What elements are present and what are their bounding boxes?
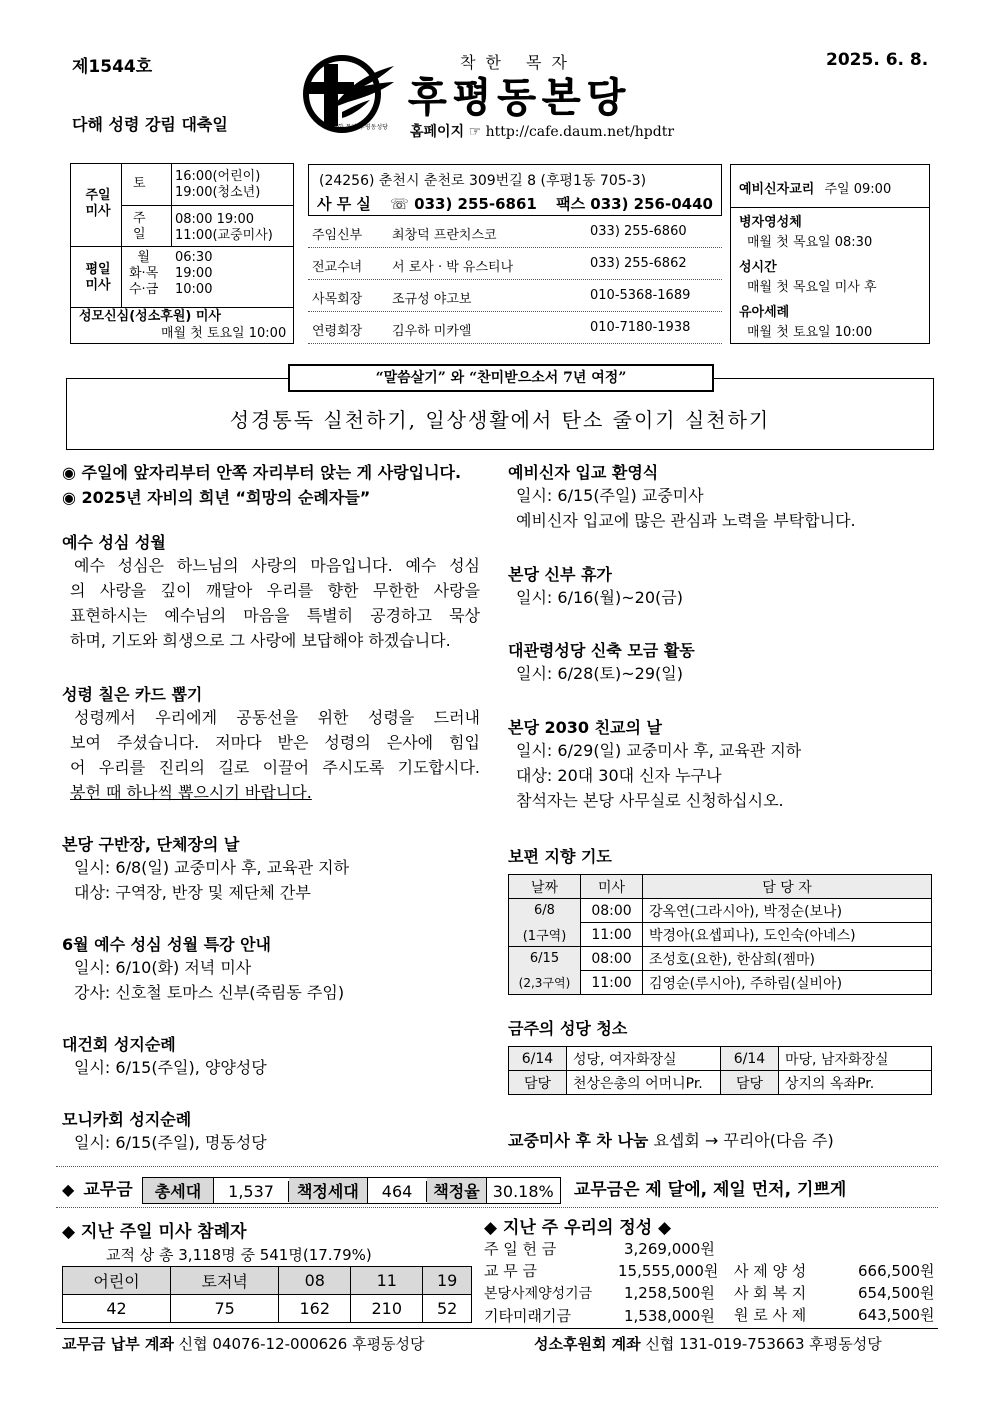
masthead-title: 후평동본당: [408, 74, 632, 121]
offering-title: ◆ 지난 주 우리의 정성 ◆: [484, 1218, 672, 1238]
pointing-hand-icon: ☞: [468, 124, 482, 140]
prayer-header: 날짜: [509, 875, 581, 899]
cross-dove-logo-icon: [302, 52, 398, 138]
prayer-mass: 08:00: [581, 899, 643, 923]
contact-row: [308, 216, 722, 248]
assessment-rate-label: 책정율: [427, 1178, 486, 1203]
attendance-value: 52: [423, 1295, 472, 1323]
cleaning-cell: 담당: [509, 1071, 567, 1095]
contact-name: 조규성 야고보: [392, 292, 472, 307]
fundraising-line: 일시: 6/28(토)~29(일): [516, 664, 683, 683]
fundraising-title: 대관령성당 신축 모금 활동: [508, 641, 695, 660]
vocation-account-label: 성소후원회 계좌: [534, 1335, 641, 1353]
theme-banner-text: 성경통독 실천하기, 일상생활에서 탄소 줄이기 실천하기: [229, 408, 771, 432]
feast-name: 다해 성령 강림 대축일: [72, 115, 228, 134]
contact-phone: 033) 255-6860: [590, 224, 687, 239]
assessed-households: 464: [368, 1181, 428, 1202]
body-line: 성령께서 우리에게 공동선을 위한 성령을 드러내: [74, 708, 480, 727]
contact-box: [308, 164, 722, 344]
pilgrimage-1-title: 대건회 성지순례: [62, 1035, 176, 1054]
contact-phone: 033) 255-6862: [590, 256, 687, 271]
attendance-value: 42: [63, 1295, 171, 1323]
prayer-title: 보편 지향 기도: [508, 847, 612, 866]
offering-label: 주 일 헌 금: [484, 1240, 557, 1258]
card-event-body: [70, 705, 480, 805]
prayer-date: 6/15: [509, 947, 581, 971]
leaders-day-line-2: 대상: 구역장, 반장 및 제단체 간부: [74, 883, 311, 902]
table-row: [509, 899, 932, 923]
infant-baptism-title: 유아세례: [739, 305, 790, 320]
vacation-line: 일시: 6/16(월)~20(금): [516, 588, 683, 607]
attendance-header: 11: [351, 1267, 423, 1295]
issue-number: 제1544호: [72, 57, 153, 77]
youth-day-line-3: 참석자는 본당 사무실로 신청하십시오.: [516, 791, 784, 810]
cleaning-cell: 천상은총의 어머니Pr.: [567, 1071, 721, 1095]
tea-sharing-text: 요셉회 → 꾸리아(다음 주): [653, 1131, 834, 1150]
prayer-date: (1구역): [509, 923, 581, 947]
lecture-title: 6월 예수 성심 성월 특강 안내: [62, 935, 272, 954]
attendance-summary: 교적 상 총 3,118명 중 541명(17.79%): [106, 1246, 372, 1264]
prayer-people: 강옥연(그라시아), 박정순(보나): [643, 899, 932, 923]
attendance-value: 210: [351, 1295, 423, 1323]
attendance-header: 19: [423, 1267, 472, 1295]
infant-baptism-time: 매월 첫 토요일 10:00: [747, 325, 873, 340]
tea-sharing-title: 교중미사 후 차 나눔: [508, 1131, 649, 1150]
contact-phone: 010-5368-1689: [590, 288, 691, 303]
dues-account-number: 신협 04076-12-000626 후평동성당: [178, 1335, 425, 1353]
attendance-value: 162: [279, 1295, 351, 1323]
logo-caption: 착한 목자 후평동성당: [332, 124, 388, 131]
saturday-label: 토: [133, 176, 146, 191]
body-line: 하며, 기도와 희생으로 그 사랑에 보답해야 하겠습니다.: [70, 631, 451, 650]
contact-role: 연령회장: [312, 324, 363, 339]
offering-label: 기타미래기금: [484, 1307, 571, 1325]
total-households-label: 총세대: [143, 1178, 214, 1203]
vacation-title: 본당 신부 휴가: [508, 565, 612, 584]
mass-times-table: [70, 163, 294, 344]
card-event-title: 성령 칠은 카드 뽑기: [62, 685, 203, 704]
table-row: [63, 1295, 472, 1323]
body-line: 보여 주셨습니다. 저마다 받은 성령의 은사에 힘입: [70, 733, 480, 752]
sunday-times: 08:00 19:00 11:00(교중미사): [175, 212, 273, 243]
body-line: 어 우리를 진리의 길로 이끌어 주시도록 기도합시다.: [70, 758, 480, 777]
sacrament-schedule: [730, 164, 930, 344]
offering-amount: 643,500원: [858, 1306, 935, 1324]
contact-row: [308, 312, 722, 344]
assessment-rate: 30.18%: [492, 1182, 554, 1201]
pilgrimage-2-line: 일시: 6/15(주일), 명동성당: [74, 1133, 267, 1152]
holy-hour-time: 매월 첫 목요일 미사 후: [747, 280, 877, 295]
homepage-link[interactable]: http://cafe.daum.net/hpdtr: [485, 124, 675, 140]
attendance-header: 08: [279, 1267, 351, 1295]
body-line: 예수 성심은 하느님의 사랑의 마음입니다. 예수 성심: [74, 556, 480, 575]
notice-bullet-1: ◉ 주일에 앞자리부터 안쪽 자리부터 앉는 게 사랑입니다.: [62, 463, 462, 482]
welcome-title: 예비신자 입교 환영식: [508, 463, 659, 482]
phone-icon: ☏: [390, 195, 409, 213]
table-row: [509, 947, 932, 971]
lecture-line-2: 강사: 신호철 토마스 신부(죽림동 주임): [74, 983, 345, 1002]
attendance-title: ◆ 지난 주일 미사 참례자: [62, 1222, 247, 1242]
holy-hour-title: 성시간: [739, 260, 777, 275]
dues-slogan: 교무금은 제 달에, 제일 먼저, 기쁘게: [573, 1180, 847, 1200]
homepage-label: 홈페이지: [410, 124, 465, 140]
cleaning-cell: 6/14: [721, 1047, 779, 1071]
cleaning-cell: 마당, 남자화장실: [779, 1047, 932, 1071]
contact-name: 김우하 미카엘: [392, 324, 472, 339]
offering-amount: 1,258,500원: [624, 1284, 715, 1302]
pilgrimage-1-line: 일시: 6/15(주일), 양양성당: [74, 1058, 267, 1077]
total-households: 1,537: [214, 1181, 289, 1202]
cleaning-table: [508, 1046, 932, 1095]
fax-number: 033) 256-0440: [590, 195, 713, 213]
holy-heart-mass-label: 성모신심(성소후원) 미사: [79, 309, 221, 324]
offering-label: 교 무 금: [484, 1262, 538, 1280]
offering-label: 사 회 복 지: [734, 1284, 807, 1302]
attendance-value: 75: [171, 1295, 279, 1323]
tea-sharing: [508, 1128, 834, 1151]
diamond-icon: ◆: [62, 1180, 75, 1199]
offering-label: 원 로 사 제: [734, 1306, 807, 1324]
offering-amount: 15,555,000원: [618, 1262, 719, 1280]
cleaning-cell: 6/14: [509, 1047, 567, 1071]
weekday-times: 06:30 19:00 10:00: [175, 250, 213, 297]
sick-communion-title: 병자영성체: [739, 215, 802, 230]
sunday-mass-label: 주일 미사: [85, 188, 111, 219]
prayer-date: 6/8: [509, 899, 581, 923]
dues-label: 교무금: [83, 1180, 133, 1200]
offering-amount: 654,500원: [858, 1284, 935, 1302]
notice-bullet-2: ◉ 2025년 자비의 희년 “희망의 순례자들”: [62, 488, 371, 507]
cleaning-cell: 성당, 여자화장실: [567, 1047, 721, 1071]
sick-communion-time: 매월 첫 목요일 08:30: [747, 235, 873, 250]
prayer-date: (2,3구역): [509, 971, 581, 995]
body-line: 의 사랑을 깊이 깨달아 우리를 향한 무한한 사랑을: [70, 581, 480, 600]
address: (24256) 춘천시 춘천로 309번길 8 (후평1동 705-3): [319, 173, 647, 189]
attendance-table: [62, 1266, 472, 1323]
catechumen-label: 예비신자교리: [739, 182, 815, 197]
offering-list-left: [484, 1238, 718, 1327]
contact-name: 서 로사 · 박 유스티나: [392, 260, 514, 275]
youth-day-line-1: 일시: 6/29(일) 교중미사 후, 교육관 지하: [516, 741, 802, 760]
sacred-heart-title: 예수 성심 성월: [62, 533, 166, 552]
contact-phone: 010-7180-1938: [590, 320, 691, 335]
masthead-subtitle: 착한 목자: [460, 53, 577, 72]
offering-amount: 3,269,000원: [624, 1240, 715, 1258]
cleaning-cell: 담당: [721, 1071, 779, 1095]
offering-list-right: [734, 1260, 935, 1326]
weekday-days: 월 화·목 수·금: [129, 250, 159, 297]
theme-banner-tab: “말씀살기” 와 “찬미받으소서 7년 여정”: [288, 364, 714, 392]
offering-label: 사 제 양 성: [734, 1262, 807, 1280]
youth-day-line-2: 대상: 20대 30대 신자 누구나: [516, 766, 722, 785]
welcome-line-1: 일시: 6/15(주일) 교중미사: [516, 486, 704, 505]
body-line: 표현하시는 예수님의 마음을 특별히 공경하고 묵상: [70, 606, 480, 625]
assessed-households-label: 책정세대: [289, 1178, 368, 1203]
vocation-account: [534, 1333, 882, 1354]
prayer-mass: 08:00: [581, 947, 643, 971]
contact-row: [308, 280, 722, 312]
holy-heart-mass-time: 매월 첫 토요일 10:00: [161, 326, 287, 341]
lecture-line-1: 일시: 6/10(화) 저녁 미사: [74, 958, 252, 977]
sunday-label: 주 일: [133, 211, 146, 242]
prayer-mass: 11:00: [581, 971, 643, 995]
contact-name: 최창덕 프란치스코: [392, 228, 497, 243]
prayer-header: 담 당 자: [643, 875, 932, 899]
prayer-mass: 11:00: [581, 923, 643, 947]
cleaning-cell: 상지의 옥좌Pr.: [779, 1071, 932, 1095]
attendance-header: 어린이: [63, 1267, 171, 1295]
prayer-people: 조성호(요한), 한삼희(젬마): [643, 947, 932, 971]
welcome-line-2: 예비신자 입교에 많은 관심과 노력을 부탁합니다.: [516, 511, 856, 530]
youth-day-title: 본당 2030 친교의 날: [508, 718, 662, 737]
homepage-line: [410, 121, 674, 141]
fax-label: 팩스: [556, 195, 586, 213]
cleaning-title: 금주의 성당 청소: [508, 1019, 628, 1038]
offering-amount: 1,538,000원: [624, 1307, 715, 1325]
dues-stats: [142, 1177, 561, 1204]
catechumen-time: 주일 09:00: [824, 182, 892, 197]
leaders-day-title: 본당 구반장, 단체장의 날: [62, 835, 240, 854]
contact-role: 주임신부: [312, 228, 363, 243]
sacred-heart-body: [70, 553, 480, 653]
dues-account-label: 교무금 납부 계좌: [62, 1335, 174, 1353]
dues-account: [62, 1333, 425, 1354]
leaders-day-line-1: 일시: 6/8(일) 교중미사 후, 교육관 지하: [74, 858, 350, 877]
office-info: [308, 164, 722, 216]
dues-row: [62, 1175, 846, 1201]
prayer-table: [508, 874, 932, 995]
prayer-header: 미사: [581, 875, 643, 899]
office-phone: 033) 255-6861: [414, 195, 537, 213]
prayer-people: 박경아(요셉피나), 도인숙(아네스): [643, 923, 932, 947]
vocation-account-number: 신협 131-019-753663 후평동성당: [645, 1335, 882, 1353]
contact-row: [308, 248, 722, 280]
offering-label: 본당사제양성기금: [484, 1286, 593, 1302]
weekday-mass-label: 평일 미사: [85, 262, 111, 293]
issue-date: 2025. 6. 8.: [826, 50, 929, 70]
table-row: [509, 1071, 932, 1095]
table-row: [509, 1047, 932, 1071]
body-line: 봉헌 때 하나씩 뽑으시기 바랍니다.: [70, 783, 312, 802]
saturday-times: 16:00(어린이) 19:00(청소년): [175, 169, 261, 200]
prayer-people: 김영순(루시아), 주하림(실비아): [643, 971, 932, 995]
contact-role: 사목회장: [312, 292, 363, 307]
offering-amount: 666,500원: [858, 1262, 935, 1280]
table-row: [509, 923, 932, 947]
attendance-header: 토저녁: [171, 1267, 279, 1295]
table-row: [509, 971, 932, 995]
contact-role: 전교수녀: [312, 260, 363, 275]
office-label: 사 무 실: [317, 195, 371, 213]
pilgrimage-2-title: 모니카회 성지순례: [62, 1110, 192, 1129]
